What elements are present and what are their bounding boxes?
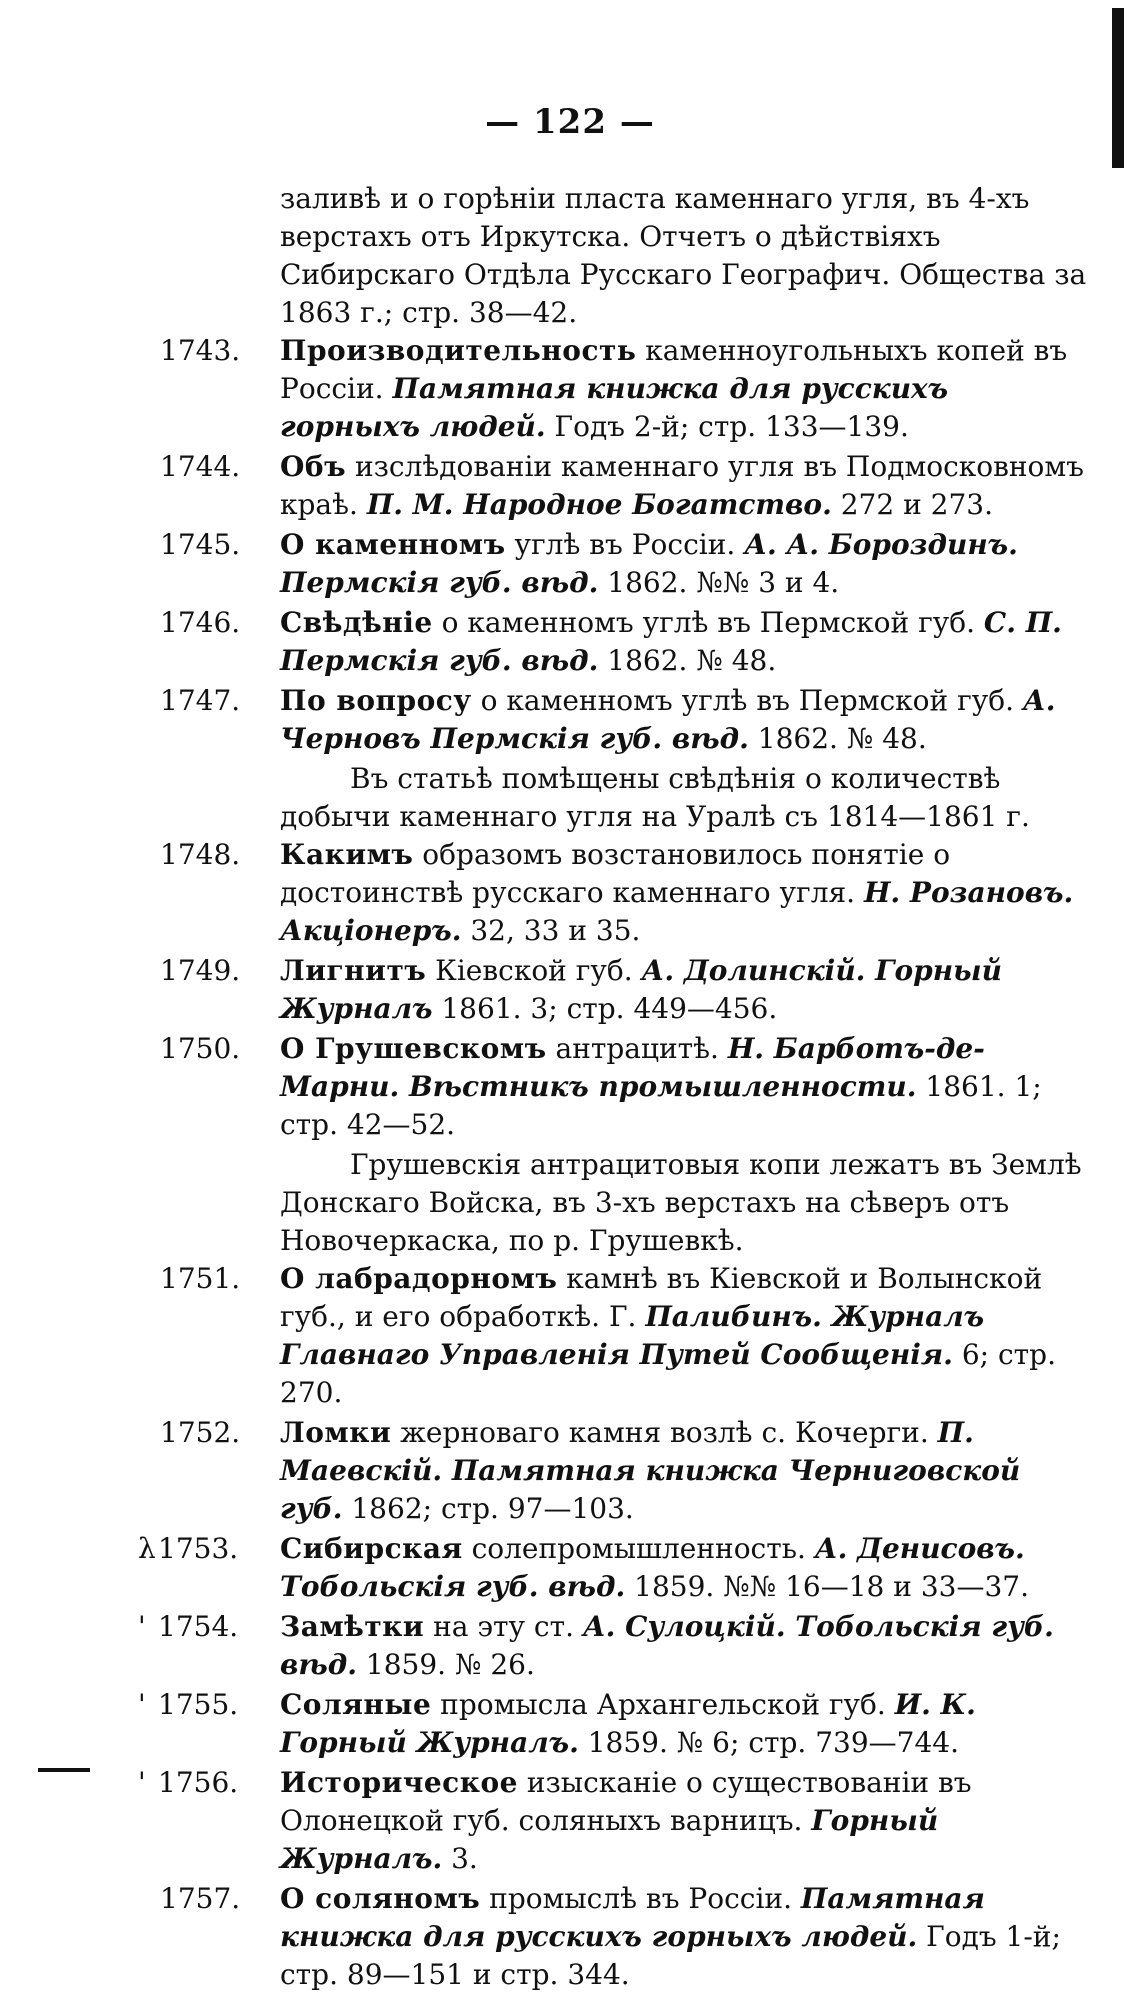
entry-number: 1746. — [160, 606, 241, 639]
entry-number: ' 1755. — [160, 1686, 270, 1724]
entry-text: о каменномъ углѣ въ Пермской губ. — [471, 684, 1023, 717]
entry-title: Свѣдѣніе — [280, 606, 433, 639]
entry-tail: 1861. 1; стр. 42—52. — [280, 1070, 1042, 1141]
entry-source: П. М. Народное Богатство. — [366, 488, 832, 521]
bibliography-entry — [138, 1686, 1090, 1762]
entry-note: Въ статьѣ помѣщены свѣдѣнія о количествѣ добычи каменнаго угля на Уралѣ съ 1814—1861 г. — [280, 762, 1030, 833]
entry-title: По вопросу — [280, 684, 472, 717]
entry-tail: 1862; стр. 97—103. — [342, 1492, 634, 1525]
entry-source: П. Маевскій. Памятная книжка Черниговской губ. — [280, 1416, 1021, 1525]
bibliography-entry — [160, 682, 1090, 758]
entry-text: промысла Архангельской губ. — [431, 1688, 895, 1721]
entry-number: ' 1754. — [160, 1608, 270, 1646]
entry-number: ' 1756. — [160, 1764, 270, 1802]
entry-number: 1744. — [160, 450, 241, 483]
entry-text: на эту ст. — [424, 1610, 583, 1643]
entry-title: О каменномъ — [280, 528, 506, 561]
bibliography-entry — [138, 1608, 1090, 1684]
entry-tail: Годъ 1-й; стр. 89—151 и стр. 344. — [280, 1920, 1061, 1991]
entry-tail: 272 и 273. — [831, 488, 993, 521]
margin-mark: ' — [138, 1610, 146, 1643]
entry-tail: 1861. 3; стр. 449—456. — [432, 992, 778, 1025]
entry-continuation: заливѣ и о горѣніи пласта каменнаго угля, въ 4-хъ верстахъ отъ Иркутска. Отчетъ о дѣйствіяхъ Сибирскаго Отдѣла Русскаго Географич. Общества за 1863 г.; стр. 38—42. — [280, 182, 1087, 329]
entry-text: антрацитѣ. — [546, 1032, 728, 1065]
entry-title: О соляномъ — [280, 1882, 481, 1915]
entry-source: Палибинъ. Журналъ Главнаго Управленія Путей Сообщенія. — [280, 1300, 985, 1371]
entry-number: 1749. — [160, 954, 241, 987]
entry-tail: 1859. №№ 16—18 и 33—37. — [625, 1570, 1029, 1603]
entry-title: О Грушевскомъ — [280, 1032, 547, 1065]
entry-source: А. Сулоцкій. Тобольскія губ. вѣд. — [280, 1610, 1054, 1681]
entry-number: 1750. — [160, 1032, 241, 1065]
bibliography-list — [138, 180, 1090, 1996]
bibliography-entry — [160, 448, 1090, 524]
margin-mark: ' — [138, 1688, 146, 1721]
bibliography-entry — [160, 1880, 1090, 1994]
entry-source: А. А. Бороздинъ. Пермскія губ. вѣд. — [280, 528, 1018, 599]
entry-title: Лигнитъ — [280, 954, 427, 987]
entry-text: камнѣ въ Кіевской и Волынской губ., и его обработкѣ. Г. — [280, 1262, 1043, 1333]
entry-note: Грушевскія антрацитовыя копи лежатъ въ Землѣ Донскаго Войска, въ 3-хъ верстахъ на сѣверъ отъ Новочеркаска, по р. Грушевкѣ. — [280, 1148, 1082, 1257]
entry-text: изслѣдованіи каменнаго угля въ Подмосковномъ краѣ. — [280, 450, 1084, 521]
bibliography-entry — [160, 1414, 1090, 1528]
bibliography-entry — [160, 952, 1090, 1028]
entry-text: жерноваго камня возлѣ с. Кочерги. — [391, 1416, 938, 1449]
entry-title: Соляные — [280, 1688, 432, 1721]
entry-source: А. Черновъ Пермскія губ. вѣд. — [280, 684, 1056, 755]
entry-tail: 6; стр. 270. — [280, 1338, 1056, 1409]
entry-tail: 1862. № 48. — [748, 722, 927, 755]
bibliography-entry — [160, 526, 1090, 602]
entry-number: 1745. — [160, 528, 241, 561]
entry-number: 1748. — [160, 838, 241, 871]
entry-title: Историческое — [280, 1766, 518, 1799]
margin-mark: ' — [138, 1766, 146, 1799]
entry-source: И. К. Горный Журналъ. — [280, 1688, 976, 1759]
entry-number: 1743. — [160, 334, 241, 367]
entry-number: 1757. — [160, 1882, 241, 1915]
entry-text: изысканіе о существованіи въ Олонецкой губ. соляныхъ варницъ. — [280, 1766, 972, 1837]
entry-tail: 1859. № 6; стр. 739—744. — [578, 1726, 959, 1759]
entry-title: Замѣтки — [280, 1610, 425, 1643]
entry-text: образомъ возстановилось понятіе о достоинствѣ русскаго каменнаго угля. — [280, 838, 951, 909]
entry-text: углѣ въ Россіи. — [505, 528, 745, 561]
entry-source: Горный Журналъ. — [280, 1804, 939, 1875]
entry-number: λ1753. — [160, 1530, 270, 1568]
bibliography-entry — [160, 1260, 1090, 1412]
entry-title: Ломки — [280, 1416, 392, 1449]
bibliography-entry — [160, 332, 1090, 446]
entry-text: о каменномъ углѣ въ Пермской губ. — [432, 606, 984, 639]
entry-text: солепромышленность. — [462, 1532, 815, 1565]
entry-source: Н. Розановъ. Акціонеръ. — [280, 876, 1074, 947]
entry-tail: 32, 33 и 35. — [461, 914, 641, 947]
entry-tail: Годъ 2-й; стр. 133—139. — [545, 410, 909, 443]
bibliography-entry — [160, 604, 1090, 680]
entry-text: каменноугольныхъ копей въ Россіи. — [280, 334, 1068, 405]
entry-number: 1752. — [160, 1416, 241, 1449]
entry-text: Кіевской губ. — [426, 954, 642, 987]
entry-text: промыслѣ въ Россіи. — [480, 1882, 801, 1915]
entry-title: Какимъ — [280, 838, 414, 871]
entry-number: 1751. — [160, 1262, 241, 1295]
entry-tail: 1859. № 26. — [357, 1648, 535, 1681]
entry-tail: 1862. №№ 3 и 4. — [598, 566, 840, 599]
printer-mark — [38, 1768, 90, 1772]
bibliography-entry — [160, 836, 1090, 950]
entry-source: Н. Барботъ-де-Марни. Вѣстникъ промышленности. — [280, 1032, 985, 1103]
bibliography-entry — [138, 1764, 1090, 1878]
entry-title: О лабрадорномъ — [280, 1262, 558, 1295]
bibliography-entry — [160, 1030, 1090, 1144]
entry-tail: 3. — [442, 1842, 478, 1875]
entry-source: Памятная книжка для русскихъ горныхъ людей. — [280, 1882, 985, 1953]
entry-tail: 1862. № 48. — [598, 644, 777, 677]
entry-source: А. Долинскій. Горный Журналъ — [280, 954, 1003, 1025]
entry-title: Объ — [280, 450, 347, 483]
entry-source: Памятная книжка для русскихъ горныхъ людей. — [280, 372, 949, 443]
page-edge-bar — [1112, 8, 1124, 168]
entry-source: А. Денисовъ. Тобольскія губ. вѣд. — [280, 1532, 1025, 1603]
entry-number: 1747. — [160, 684, 241, 717]
bibliography-entry — [138, 1530, 1090, 1606]
entry-title: Производительность — [280, 334, 637, 367]
entry-source: С. П. Пермскія губ. вѣд. — [280, 606, 1062, 677]
margin-mark: λ — [138, 1532, 156, 1565]
entry-title: Сибирская — [280, 1532, 463, 1565]
page-number: — 122 — — [485, 102, 655, 142]
